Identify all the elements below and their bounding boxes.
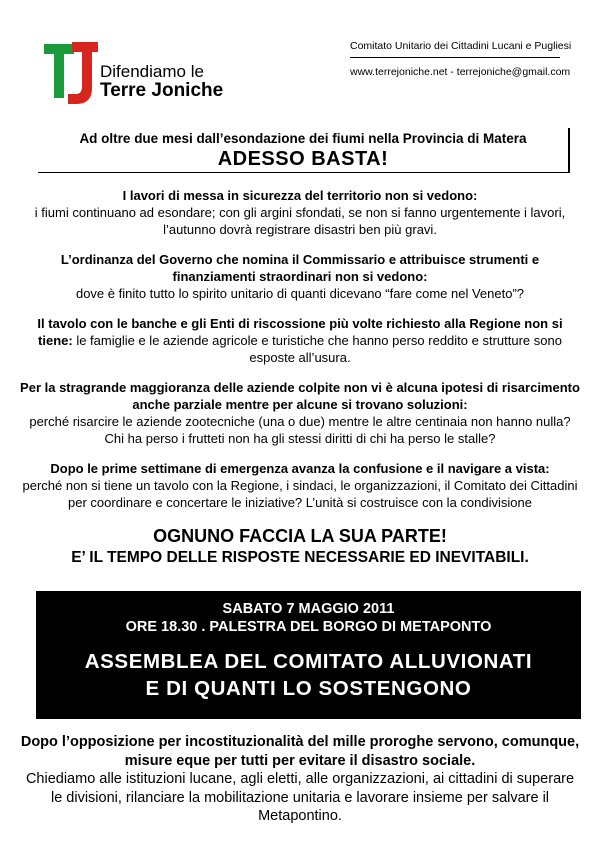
paragraph-ordinance-text: dove è finito tutto lo spirito unitario di quanti dicevano “fare come nel Veneto”?	[75, 286, 525, 301]
headline-subtitle: Ad oltre due mesi dall’esondazione dei fiumi nella Provincia di Matera	[79, 131, 527, 146]
headline-divider	[38, 172, 568, 173]
header-divider	[350, 57, 560, 58]
paragraph-banks	[20, 315, 580, 366]
paragraph-compensation-bold: Per la stragrande maggioranza delle aziende colpite non vi è alcuna ipotesi di risarcimento anche parziale mentre per alcune si trovano soluzioni:	[20, 380, 580, 412]
headline-title: ADESSO BASTA!	[217, 148, 389, 170]
closing-paragraph	[20, 733, 580, 826]
event-time-place: ORE 18.30 . PALESTRA DEL BORGO DI METAPONTO	[125, 619, 492, 635]
paragraph-works-bold: I lavori di messa in sicurezza del territorio non si vedono:	[122, 188, 478, 203]
paragraph-confusion-bold: Dopo le prime settimane di emergenza avanza la confusione e il navigare a vista:	[50, 461, 550, 476]
paragraph-confusion	[20, 460, 580, 511]
logo-letter-j	[68, 42, 98, 104]
paragraph-banks-bold: Il tavolo con le banche e gli Enti di riscossione più volte richiesto alla Regione non si tiene:	[37, 316, 563, 348]
event-title-line1: ASSEMBLEA DEL COMITATO ALLUVIONATI	[84, 650, 533, 673]
paragraph-ordinance	[20, 251, 580, 302]
org-name-line2: Terre Joniche	[100, 80, 224, 101]
closing-bold: Dopo l’opposizione per incostituzionalità del mille proroghe servono, comunque, misure eque per tutti per evitare il disastro sociale.	[20, 734, 580, 769]
headline-box	[38, 128, 570, 173]
slogan-line1: OGNUNO FACCIA LA SUA PARTE!	[153, 526, 447, 546]
slogan-line2: E’ IL TEMPO DELLE RISPOSTE NECESSARIE ED INEVITABILI.	[71, 549, 529, 566]
paragraph-confusion-text: perché non si tiene un tavolo con la Regione, i sindaci, le organizzazioni, il Comitato dei Cittadini per coordinare e concertare le iniziative? L’unità si costruisce con la condivisione	[22, 478, 578, 510]
slogans	[0, 525, 600, 569]
paragraph-ordinance-bold: L’ordinanza del Governo che nomina il Commissario e attribuisce strumenti e finanziamenti straordinari non si vedono:	[60, 252, 540, 284]
terre-joniche-logo	[42, 40, 102, 106]
event-box	[36, 591, 581, 719]
logo-letter-t	[44, 44, 74, 98]
event-title	[36, 648, 581, 702]
paragraph-compensation	[20, 379, 580, 447]
event-title-line2: E DI QUANTI LO SOSTENGONO	[145, 677, 472, 700]
paragraph-works	[20, 187, 580, 238]
website-email: www.terrejoniche.net - terrejoniche@gmail.com	[350, 66, 571, 78]
closing-text: Chiediamo alle istituzioni lucane, agli eletti, alle organizzazioni, ai cittadini di superare le divisioni, rilanciare la mobilitazione unitaria e lavorare insieme per salvare il Metapontino.	[25, 771, 575, 824]
paragraph-banks-text: le famiglie e le aziende agricole e turistiche che hanno perso reddito e strutture sono esposte all’usura.	[76, 333, 562, 365]
committee-name: Comitato Unitario dei Cittadini Lucani e Pugliesi	[350, 40, 572, 52]
paragraph-works-text: i fiumi continuano ad esondare; con gli argini sfondati, se non si fanno urgentemente i lavori, l’autunno dovrà registrare disastri ben più gravi.	[34, 205, 566, 237]
event-date: SABATO 7 MAGGIO 2011	[222, 601, 395, 617]
org-name-line1: Difendiamo le	[100, 62, 204, 81]
organization-name	[100, 62, 223, 100]
paragraph-compensation-text: perché risarcire le aziende zootecniche (una o due) mentre le altre centinaia non hanno nulla? Chi ha perso i frutteti non ha gli stessi diritti di chi ha perso le stalle?	[29, 414, 571, 446]
